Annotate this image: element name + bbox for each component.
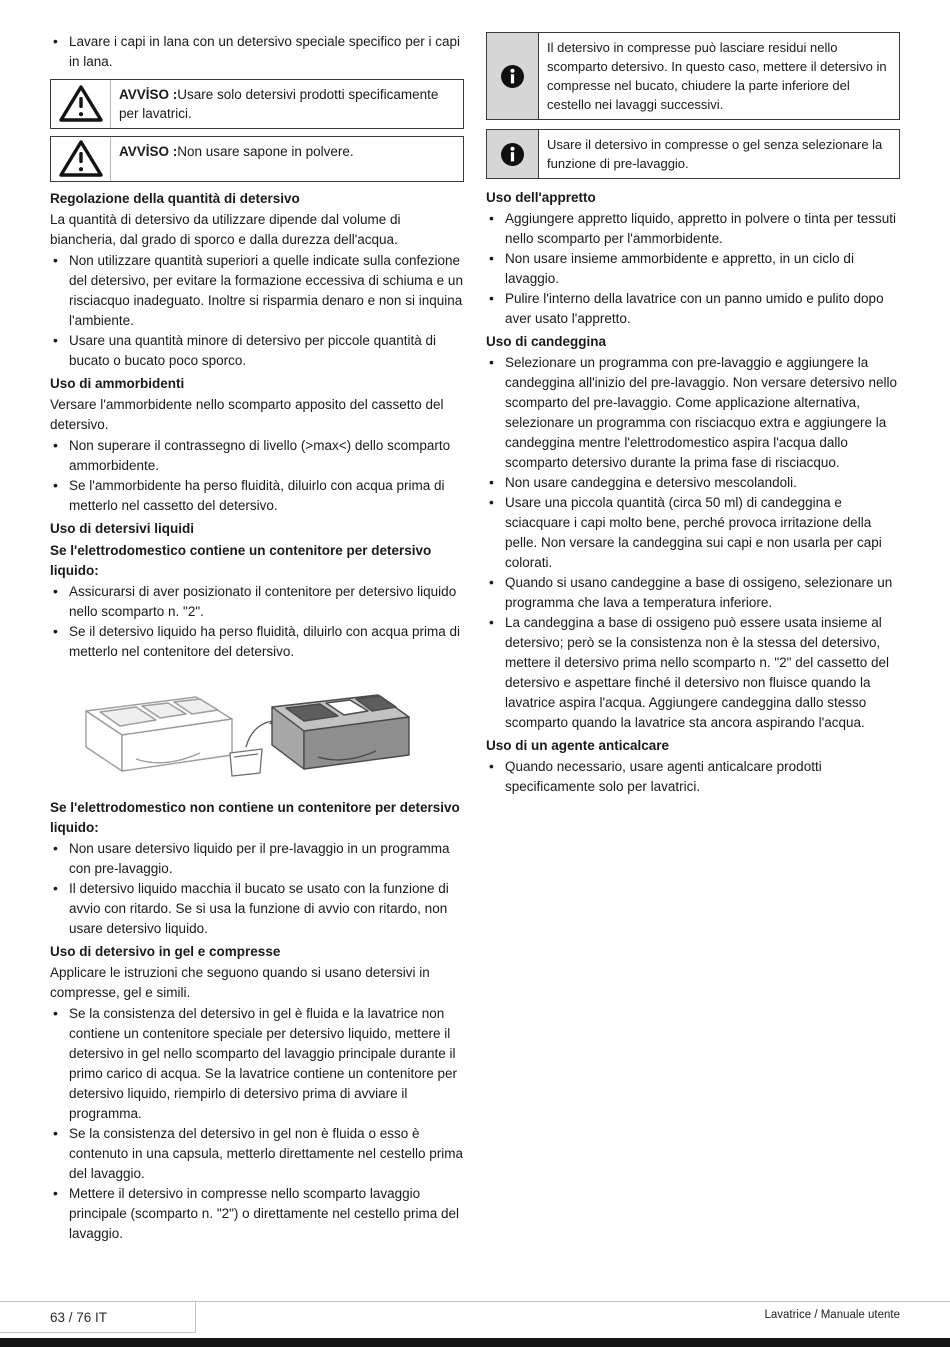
bullet-item: • Non usare insieme ammorbidente e appretto, in un ciclo di lavaggio.	[486, 249, 900, 289]
bullet-item: • Non utilizzare quantità superiori a quelle indicate sulla confezione del detersivo, per evitare la formazione eccessiva di schiuma e un risciacquo inadeguato. Inoltre si risparmia denaro e non si inquina l'ambiente.	[50, 251, 464, 331]
document-label: Lavatrice / Manuale utente	[764, 1309, 900, 1321]
subheading-with-container: Se l'elettrodomestico contiene un contenitore per detersivo liquido:	[50, 543, 432, 578]
quantita-list	[50, 251, 464, 371]
bullet-item: • Non superare il contrassegno di livello (>max<) dello scomparto ammorbidente.	[50, 436, 464, 476]
bullet-item: • Quando necessario, usare agenti anticalcare prodotti specificamente solo per lavatrici.	[486, 757, 900, 797]
liquidi-with-list	[50, 582, 464, 662]
info-icon-cell	[487, 130, 539, 178]
appretto-list	[486, 209, 900, 329]
bullet-item: • Se la consistenza del detersivo in gel non è fluida o esso è contenuto in una capsula, metterlo direttamente nel cestello prima del lavaggio.	[50, 1124, 464, 1184]
warning-label: AVVİSO :	[119, 87, 178, 102]
warning-text	[111, 137, 362, 181]
warning-icon-cell	[51, 137, 111, 181]
section-title-ammorbidenti: Uso di ammorbidenti	[50, 376, 185, 391]
info-box-prewash	[486, 129, 900, 179]
subheading-without-container: Se l'elettrodomestico non contiene un contenitore per detersivo liquido:	[50, 800, 460, 835]
info-text: Il detersivo in compresse può lasciare residui nello scomparto detersivo. In questo caso, mettere il detersivo in compresse nel bucato, chiudere la parte inferiore del cestello nei lavaggi successivi.	[547, 40, 887, 112]
bullet-item: • Lavare i capi in lana con un detersivo speciale specifico per i capi in lana.	[50, 32, 464, 72]
page-indicator: 63 / 76 IT	[50, 1309, 108, 1325]
bullet-item: • Pulire l'interno della lavatrice con un panno umido e pulito dopo aver usato l'appretto.	[486, 289, 900, 329]
info-icon-cell	[487, 33, 539, 119]
figure-detergent-drawer	[80, 667, 464, 791]
warning-triangle-icon	[58, 84, 104, 124]
bullet-item: • Il detersivo liquido macchia il bucato se usato con la funzione di avvio con ritardo. Se si usa la funzione di avvio con ritardo, non usare detersivo liquido.	[50, 879, 464, 939]
detergent-drawer-illustration	[80, 667, 410, 785]
left-column	[50, 32, 464, 1245]
page-number-box	[0, 1301, 196, 1333]
bullet-item: • Non usare detersivo liquido per il pre-lavaggio in un programma con pre-lavaggio.	[50, 839, 464, 879]
section-title-quantita: Regolazione della quantità di detersivo	[50, 191, 300, 206]
bullet-item: • Usare una quantità minore di detersivo per piccole quantità di bucato o bucato poco sporco.	[50, 331, 464, 371]
paragraph: Versare l'ammorbidente nello scomparto apposito del cassetto del detersivo.	[50, 397, 444, 432]
bullet-item: • Mettere il detersivo in compresse nello scomparto lavaggio principale (scomparto n. "2") o direttamente nel cestello prima del lavaggio.	[50, 1184, 464, 1244]
warning-message: Usare solo detersivi prodotti specificamente per lavatrici.	[119, 87, 439, 121]
gel-list	[50, 1004, 464, 1244]
bullet-item: • Se l'ammorbidente ha perso fluidità, diluirlo con acqua prima di metterlo nel cassetto del detersivo.	[50, 476, 464, 516]
ammorbidenti-list	[50, 436, 464, 516]
right-column	[486, 32, 900, 1245]
anticalcare-list	[486, 757, 900, 797]
bullet-item: • Quando si usano candeggine a base di ossigeno, selezionare un programma che lava a temperatura inferiore.	[486, 573, 900, 613]
bottom-bar	[0, 1338, 950, 1347]
bullet-item: • Se la consistenza del detersivo in gel è fluida e la lavatrice non contiene un contenitore speciale per detersivo liquido, mettere il detersivo in gel nello scomparto del lavaggio principale durante il primo carico di acqua. Se la lavatrice contiene un contenitore per detersivo liquido, riempirlo di detersivo prima di avviare il programma.	[50, 1004, 464, 1124]
wool-bullet-list	[50, 32, 464, 72]
warning-text	[111, 80, 463, 128]
info-icon	[499, 63, 526, 90]
warning-label: AVVİSO :	[119, 144, 178, 159]
info-icon	[499, 141, 526, 168]
info-text: Usare il detersivo in compresse o gel senza selezionare la funzione di pre-lavaggio.	[547, 137, 883, 171]
section-title-appretto: Uso dell'appretto	[486, 190, 596, 205]
warning-box-detergent	[50, 79, 464, 129]
bullet-item: • Se il detersivo liquido ha perso fluidità, diluirlo con acqua prima di metterlo nel contenitore del detersivo.	[50, 622, 464, 662]
section-title-candeggina: Uso di candeggina	[486, 334, 607, 349]
warning-box-soap	[50, 136, 464, 182]
bullet-item: • Selezionare un programma con pre-lavaggio e aggiungere la candeggina all'inizio del pre-lavaggio. Non versare detersivo nello scomparto del pre-lavaggio. Come applicazione alternativa, selezionare un programma con risciacquo extra e aggiungere la candeggina mentre l'elettrodomestico aspira l'acqua dallo scomparto detersivo durante la prima fase di risciacquo.	[486, 353, 900, 473]
liquidi-without-list	[50, 839, 464, 939]
bullet-item: • La candeggina a base di ossigeno può essere usata insieme al detersivo; però se la consistenza non è la stessa del detersivo, mettere il detersivo prima nello scomparto n. "2" del cassetto del detersivo e aspettare finché il detersivo non fluisce quando la lavatrice aspira l'acqua. Aggiungere candeggina dallo stesso scomparto quando la lavatrice sta ancora aspirando l'acqua.	[486, 613, 900, 733]
warning-message: Non usare sapone in polvere.	[177, 144, 354, 159]
candeggina-list	[486, 353, 900, 733]
bullet-item: • Non usare candeggina e detersivo mescolandoli.	[486, 473, 900, 493]
bullet-item: • Usare una piccola quantità (circa 50 ml) di candeggina e sciacquare i capi molto bene, perché provoca irritazione della pelle. Non versare la candeggina sui capi e non usarla per capi colorati.	[486, 493, 900, 573]
bullet-item: • Aggiungere appretto liquido, appretto in polvere o tinta per tessuti nello scomparto per l'ammorbidente.	[486, 209, 900, 249]
paragraph: Applicare le istruzioni che seguono quando si usano detersivi in compresse, gel e simili.	[50, 965, 430, 1000]
section-title-anticalcare: Uso di un agente anticalcare	[486, 738, 670, 753]
info-box-tablets	[486, 32, 900, 120]
paragraph: La quantità di detersivo da utilizzare dipende dal volume di biancheria, dal grado di sporco e dalla durezza dell'acqua.	[50, 212, 401, 247]
section-title-liquidi: Uso di detersivi liquidi	[50, 521, 195, 536]
warning-icon-cell	[51, 80, 111, 128]
section-title-gel: Uso di detersivo in gel e compresse	[50, 944, 281, 959]
bullet-item: • Assicurarsi di aver posizionato il contenitore per detersivo liquido nello scomparto n. "2".	[50, 582, 464, 622]
warning-triangle-icon	[58, 139, 104, 179]
